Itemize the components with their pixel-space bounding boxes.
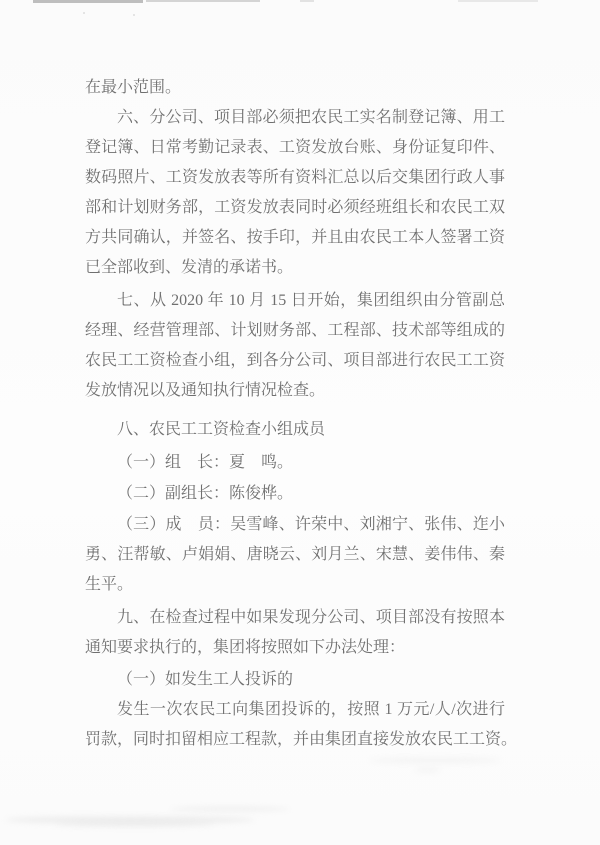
document-line: 勇、汪帮敏、卢娟娟、唐晓云、刘月兰、宋慧、姜伟伟、秦 — [85, 546, 505, 563]
document-line: 八、农民工工资检查小组成员 — [117, 421, 326, 438]
document-line: 九、在检查过程中如果发现分公司、项目部没有按照本 — [117, 609, 505, 626]
para-item-9-sub-1-heading — [85, 665, 505, 695]
scan-artifact-speck — [133, 14, 135, 16]
document-line: 登记簿、日常考勤记录表、工资发放台账、身份证复印件、 — [85, 139, 505, 156]
document-line: （一）如发生工人投诉的 — [117, 671, 294, 688]
scan-artifact-smudge — [170, 806, 290, 812]
document-line: 已全部收到、发清的承诺书。 — [85, 259, 294, 276]
document-line: 数码照片、工资发放表等所有资料汇总以后交集团行政人事 — [85, 169, 505, 186]
document-line: 经理、经营管理部、计划财务部、工程部、技术部等组成的 — [85, 322, 505, 339]
scan-artifact-top-edge — [458, 0, 538, 2]
para-item-9 — [85, 603, 505, 663]
document-line: 七、从 2020 年 10 月 15 日开始，集团组织由分管副总 — [117, 292, 505, 309]
document-line: 农民工工资检查小组，到各分公司、项目部进行农民工工资 — [85, 352, 505, 369]
scan-artifact-smudge — [415, 768, 440, 772]
para-item-8-leader — [85, 448, 505, 478]
document-line: 在最小范围。 — [85, 79, 182, 96]
para-item-6 — [85, 103, 505, 283]
document-body — [85, 73, 518, 755]
scan-artifact-top-edge — [33, 0, 143, 3]
para-item-9-sub-1-body — [85, 695, 518, 755]
document-line: （二）副组长：陈俊桦。 — [117, 485, 294, 502]
scan-artifact-smudge — [55, 822, 215, 827]
para-item-8-deputy — [85, 479, 505, 509]
document-line: 发放情况以及通知执行情况检查。 — [85, 382, 326, 399]
scan-artifact-smudge — [370, 758, 500, 763]
document-line: 六、分公司、项目部必须把农民工实名制登记簿、用工 — [117, 109, 505, 126]
scan-artifact-top-edge — [300, 0, 314, 2]
document-line: 生平。 — [85, 576, 134, 593]
para-item-8-heading — [85, 415, 505, 445]
scan-artifact-top-edge — [146, 0, 260, 2]
para-item-7 — [85, 286, 505, 406]
document-line: （一）组 长：夏 鸣。 — [117, 454, 294, 471]
document-line: 罚款，同时扣留相应工程款，并由集团直接发放农民工工资。 — [85, 731, 518, 748]
document-line: （三）成 员：吴雪峰、许荣中、刘湘宁、张伟、迮小 — [117, 516, 505, 533]
document-line: 部和计划财务部，工资发放表同时必须经班组长和农民工双 — [85, 199, 505, 216]
para-carryover — [85, 73, 505, 103]
scan-artifact-speck — [83, 12, 85, 14]
para-item-8-members — [85, 510, 505, 600]
document-line: 发生一次农民工向集团投诉的，按照 1 万元/人/次进行 — [117, 701, 505, 718]
document-line: 通知要求执行的，集团将按照如下办法处理： — [85, 639, 406, 656]
document-line: 方共同确认，并签名、按手印，并且由农民工本人签署工资 — [85, 229, 505, 246]
